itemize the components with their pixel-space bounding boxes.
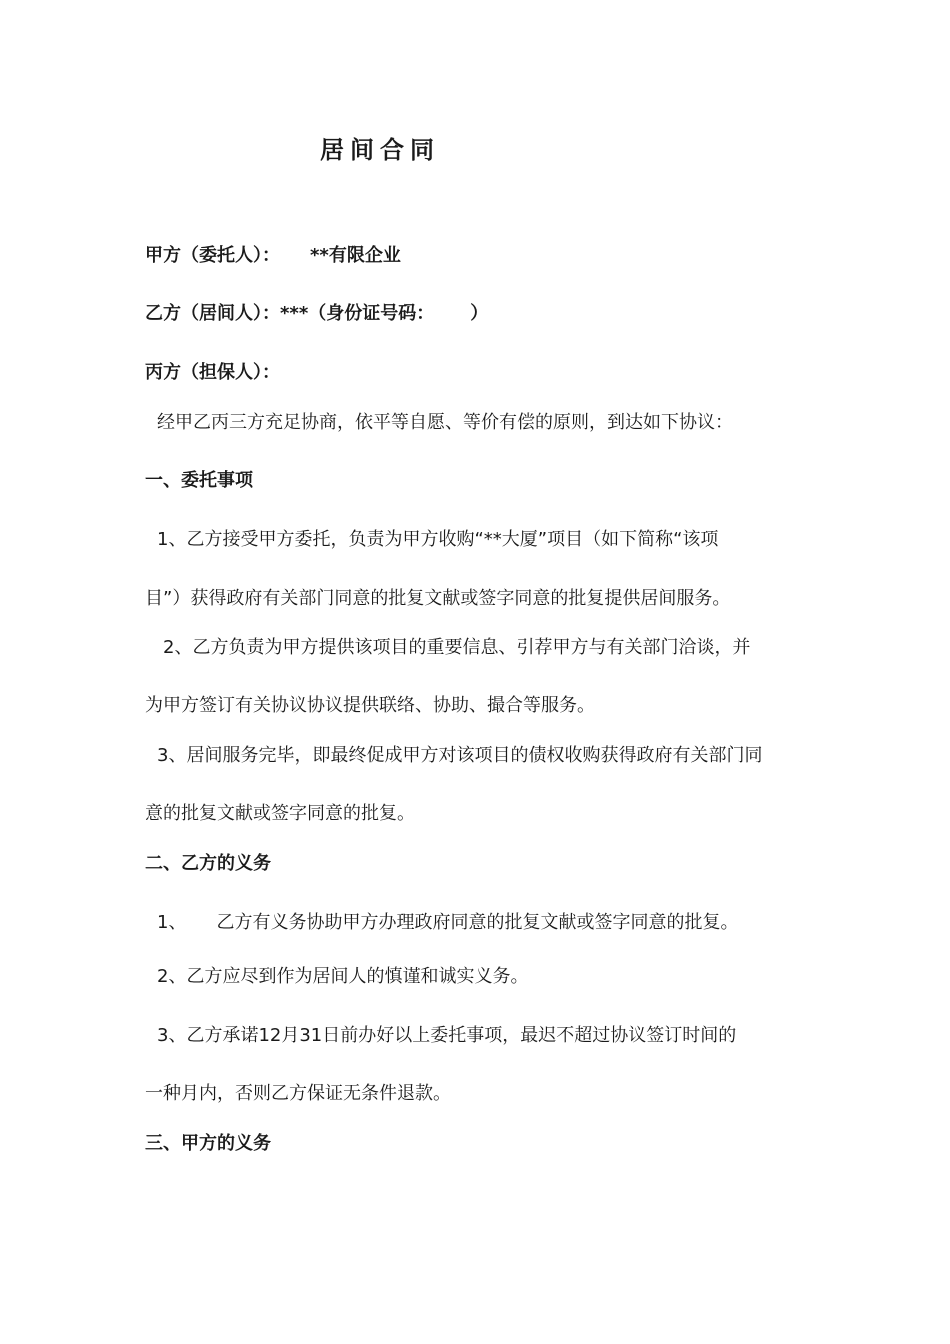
section-heading-1: 一、委托事项 <box>145 470 253 491</box>
section-2-item-3-line-1: 3、乙方承诺12月31日前办好以上委托事项，最迟不超过协议签订时间的 <box>157 1025 737 1046</box>
party-c-label: 丙方（担保人）： <box>145 362 280 383</box>
section-1-item-2-line-2: 为甲方签订有关协议协议提供联络、协助、撮合等服务。 <box>145 695 595 716</box>
party-a-value: **有限企业 <box>310 245 401 266</box>
section-2-item-1 <box>157 911 738 935</box>
section-2-item-1-number: 1、 <box>157 912 187 933</box>
party-a-label: 甲方（委托人）： <box>145 245 280 266</box>
section-1-item-1-line-1: 1、乙方接受甲方委托，负责为甲方收购“**大厦”项目（如下简称“该项 <box>157 529 719 550</box>
section-2-item-1-text: 乙方有义务协助甲方办理政府同意的批复文献或签字同意的批复。 <box>216 912 739 933</box>
party-a-line <box>145 244 401 268</box>
section-2-item-3-line-2: 一种月内，否则乙方保证无条件退款。 <box>145 1083 451 1104</box>
section-2-item-2: 2、乙方应尽到作为居间人的慎谨和诚实义务。 <box>157 966 529 987</box>
section-1-item-3-line-1: 3、居间服务完毕，即最终促成甲方对该项目的债权收购获得政府有关部门同 <box>157 745 763 766</box>
section-1-item-1-line-2: 目”）获得政府有关部门同意的批复文献或签字同意的批复提供居间服务。 <box>145 588 731 609</box>
intro-paragraph: 经甲乙丙三方充足协商，依平等自愿、等价有偿的原则，到达如下协议： <box>157 412 733 433</box>
document-title: 居间合同 <box>320 136 440 164</box>
party-b-line <box>145 302 488 326</box>
section-heading-3: 三、甲方的义务 <box>145 1133 271 1154</box>
section-1-item-3-line-2: 意的批复文献或签字同意的批复。 <box>145 803 415 824</box>
section-heading-2: 二、乙方的义务 <box>145 853 271 874</box>
party-b-close: ） <box>470 303 489 324</box>
section-1-item-2-line-1: 2、乙方负责为甲方提供该项目的重要信息、引荐甲方与有关部门洽谈，并 <box>163 637 751 658</box>
party-b-label: 乙方（居间人）：***（身份证号码： <box>145 303 435 324</box>
